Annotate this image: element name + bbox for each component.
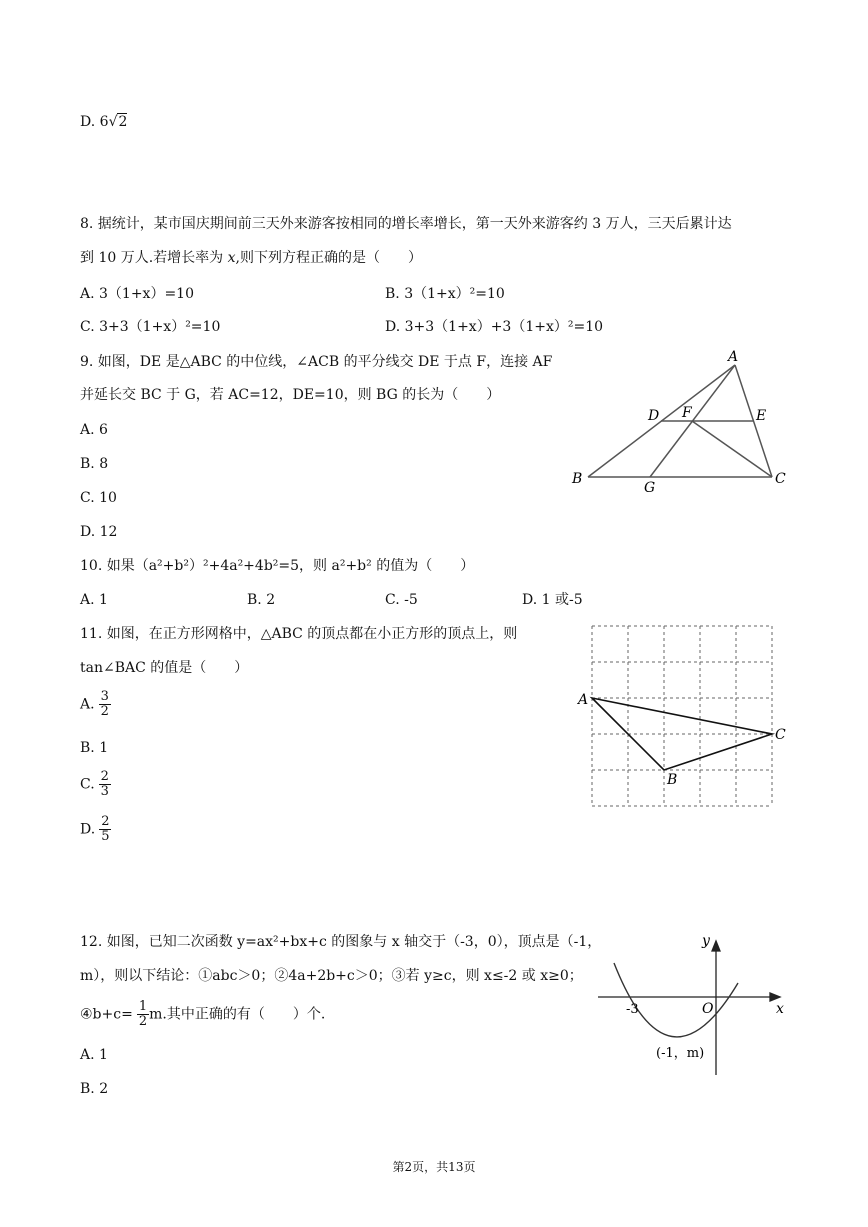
page-footer: 第2页，共13页 xyxy=(392,1160,476,1174)
q12-label-neg3: -3 xyxy=(626,1002,639,1017)
q11-a-den: 2 xyxy=(100,704,109,719)
q12-line3-b: m.其中正确的有（ ）个. xyxy=(149,1006,326,1023)
q9-option-a: A. 6 xyxy=(80,422,108,438)
q12-parabola xyxy=(614,963,738,1037)
q12-stem-line3 xyxy=(80,1000,325,1029)
q9-stem-line2: 并延长交 BC 于 G，若 AC=12，DE=10，则 BG 的长为（ ） xyxy=(80,387,501,403)
q11-stem-line1: 11. 如图，在正方形网格中，△ABC 的顶点都在小正方形的顶点上，则 xyxy=(80,626,518,642)
q11-grid-figure xyxy=(570,618,795,818)
q11-option-a xyxy=(80,690,111,719)
q9-label-b: B xyxy=(572,471,583,487)
q7-option-d-letter: D. xyxy=(80,114,96,130)
q9-segment-cf xyxy=(692,421,772,477)
q12-label-y: y xyxy=(702,933,710,949)
q9-label-e: E xyxy=(756,408,767,424)
q11-option-c xyxy=(80,770,111,799)
q8-line2-b: ,则下列方程正确的是（ ） xyxy=(235,250,422,266)
q12-x-arrow xyxy=(770,993,780,1001)
q8-var: x xyxy=(227,250,236,266)
q12-frac-num: 1 xyxy=(138,999,148,1014)
q12-fraction xyxy=(137,1000,149,1029)
q10-option-a: A. 1 xyxy=(80,592,108,608)
q9-option-b: B. 8 xyxy=(80,456,109,472)
q8-stem-line1: 8. 据统计，某市国庆期间前三天外来游客按相同的增长率增长，第一天外来游客约 3 万人，三天后累计达 xyxy=(80,216,732,232)
q12-line3-a: ④b+c= xyxy=(80,1006,133,1023)
q11-label-c: C xyxy=(775,727,786,743)
q7-option-d: D. 6√2 xyxy=(80,114,128,130)
q12-parabola-figure xyxy=(590,925,795,1085)
q10-option-b: B. 2 xyxy=(247,592,276,608)
q12-label-x: x xyxy=(776,1001,784,1017)
q9-label-f: F xyxy=(682,405,692,421)
q11-option-c-fraction xyxy=(99,770,111,799)
q8-option-b: B. 3（1+x）²=10 xyxy=(385,286,505,302)
q12-frac-den: 2 xyxy=(138,1014,148,1029)
q10-option-d: D. 1 或-5 xyxy=(522,592,583,608)
q9-triangle-figure xyxy=(560,345,800,495)
q11-stem-line2: tan∠BAC 的值是（ ） xyxy=(80,660,249,676)
q11-c-den: 3 xyxy=(100,784,109,799)
q11-option-c-letter: C. xyxy=(80,776,95,793)
q7-option-d-coef: 6 xyxy=(99,114,109,130)
q11-label-b: B xyxy=(667,772,678,788)
q9-stem-line1: 9. 如图，DE 是△ABC 的中位线，∠ACB 的平分线交 DE 于点 F，连接 AF xyxy=(80,354,553,370)
q9-option-c: C. 10 xyxy=(80,490,117,506)
q11-option-b: B. 1 xyxy=(80,740,109,756)
q9-option-d: D. 12 xyxy=(80,524,118,540)
q12-option-a: A. 1 xyxy=(80,1047,108,1063)
q12-label-o: O xyxy=(702,1001,714,1017)
q9-label-g: G xyxy=(644,480,656,495)
q8-option-d: D. 3+3（1+x）+3（1+x）²=10 xyxy=(385,319,604,335)
q12-stem-line1: 12. 如图，已知二次函数 y=ax²+bx+c 的图象与 x 轴交于（-3，0），顶点是（-1， xyxy=(80,934,602,950)
q12-option-b: B. 2 xyxy=(80,1081,109,1097)
q11-option-d-fraction xyxy=(99,815,111,844)
q11-a-num: 3 xyxy=(100,689,109,704)
q8-stem-line2 xyxy=(80,248,422,268)
q9-label-d: D xyxy=(648,408,660,424)
q11-label-a: A xyxy=(578,692,589,708)
q10-option-c: C. -5 xyxy=(385,592,418,608)
q8-option-c: C. 3+3（1+x）²=10 xyxy=(80,319,221,335)
q11-c-num: 2 xyxy=(100,769,109,784)
q8-line2-a: 到 10 万人.若增长率为 xyxy=(80,250,228,266)
q8-option-a: A. 3（1+x）=10 xyxy=(80,286,194,302)
q9-label-c: C xyxy=(775,471,786,487)
q11-d-num: 2 xyxy=(101,814,110,829)
q12-y-arrow xyxy=(712,941,720,951)
q7-option-d-radicand: 2 xyxy=(118,114,128,130)
q11-option-d-letter: D. xyxy=(80,821,96,838)
q11-option-a-letter: A. xyxy=(80,696,95,713)
q11-d-den: 5 xyxy=(101,829,110,844)
q9-label-a: A xyxy=(728,349,739,365)
q11-option-d xyxy=(80,815,111,844)
q10-stem: 10. 如果（a²+b²）²+4a²+4b²=5，则 a²+b² 的值为（ ） xyxy=(80,558,475,574)
q12-stem-line2: m），则以下结论：①abc＞0；②4a+2b+c＞0；③若 y≥c，则 x≤-2 或 x≥0； xyxy=(80,968,583,984)
q12-label-vertex: (-1，m) xyxy=(656,1046,705,1061)
q11-option-a-fraction xyxy=(99,690,111,719)
